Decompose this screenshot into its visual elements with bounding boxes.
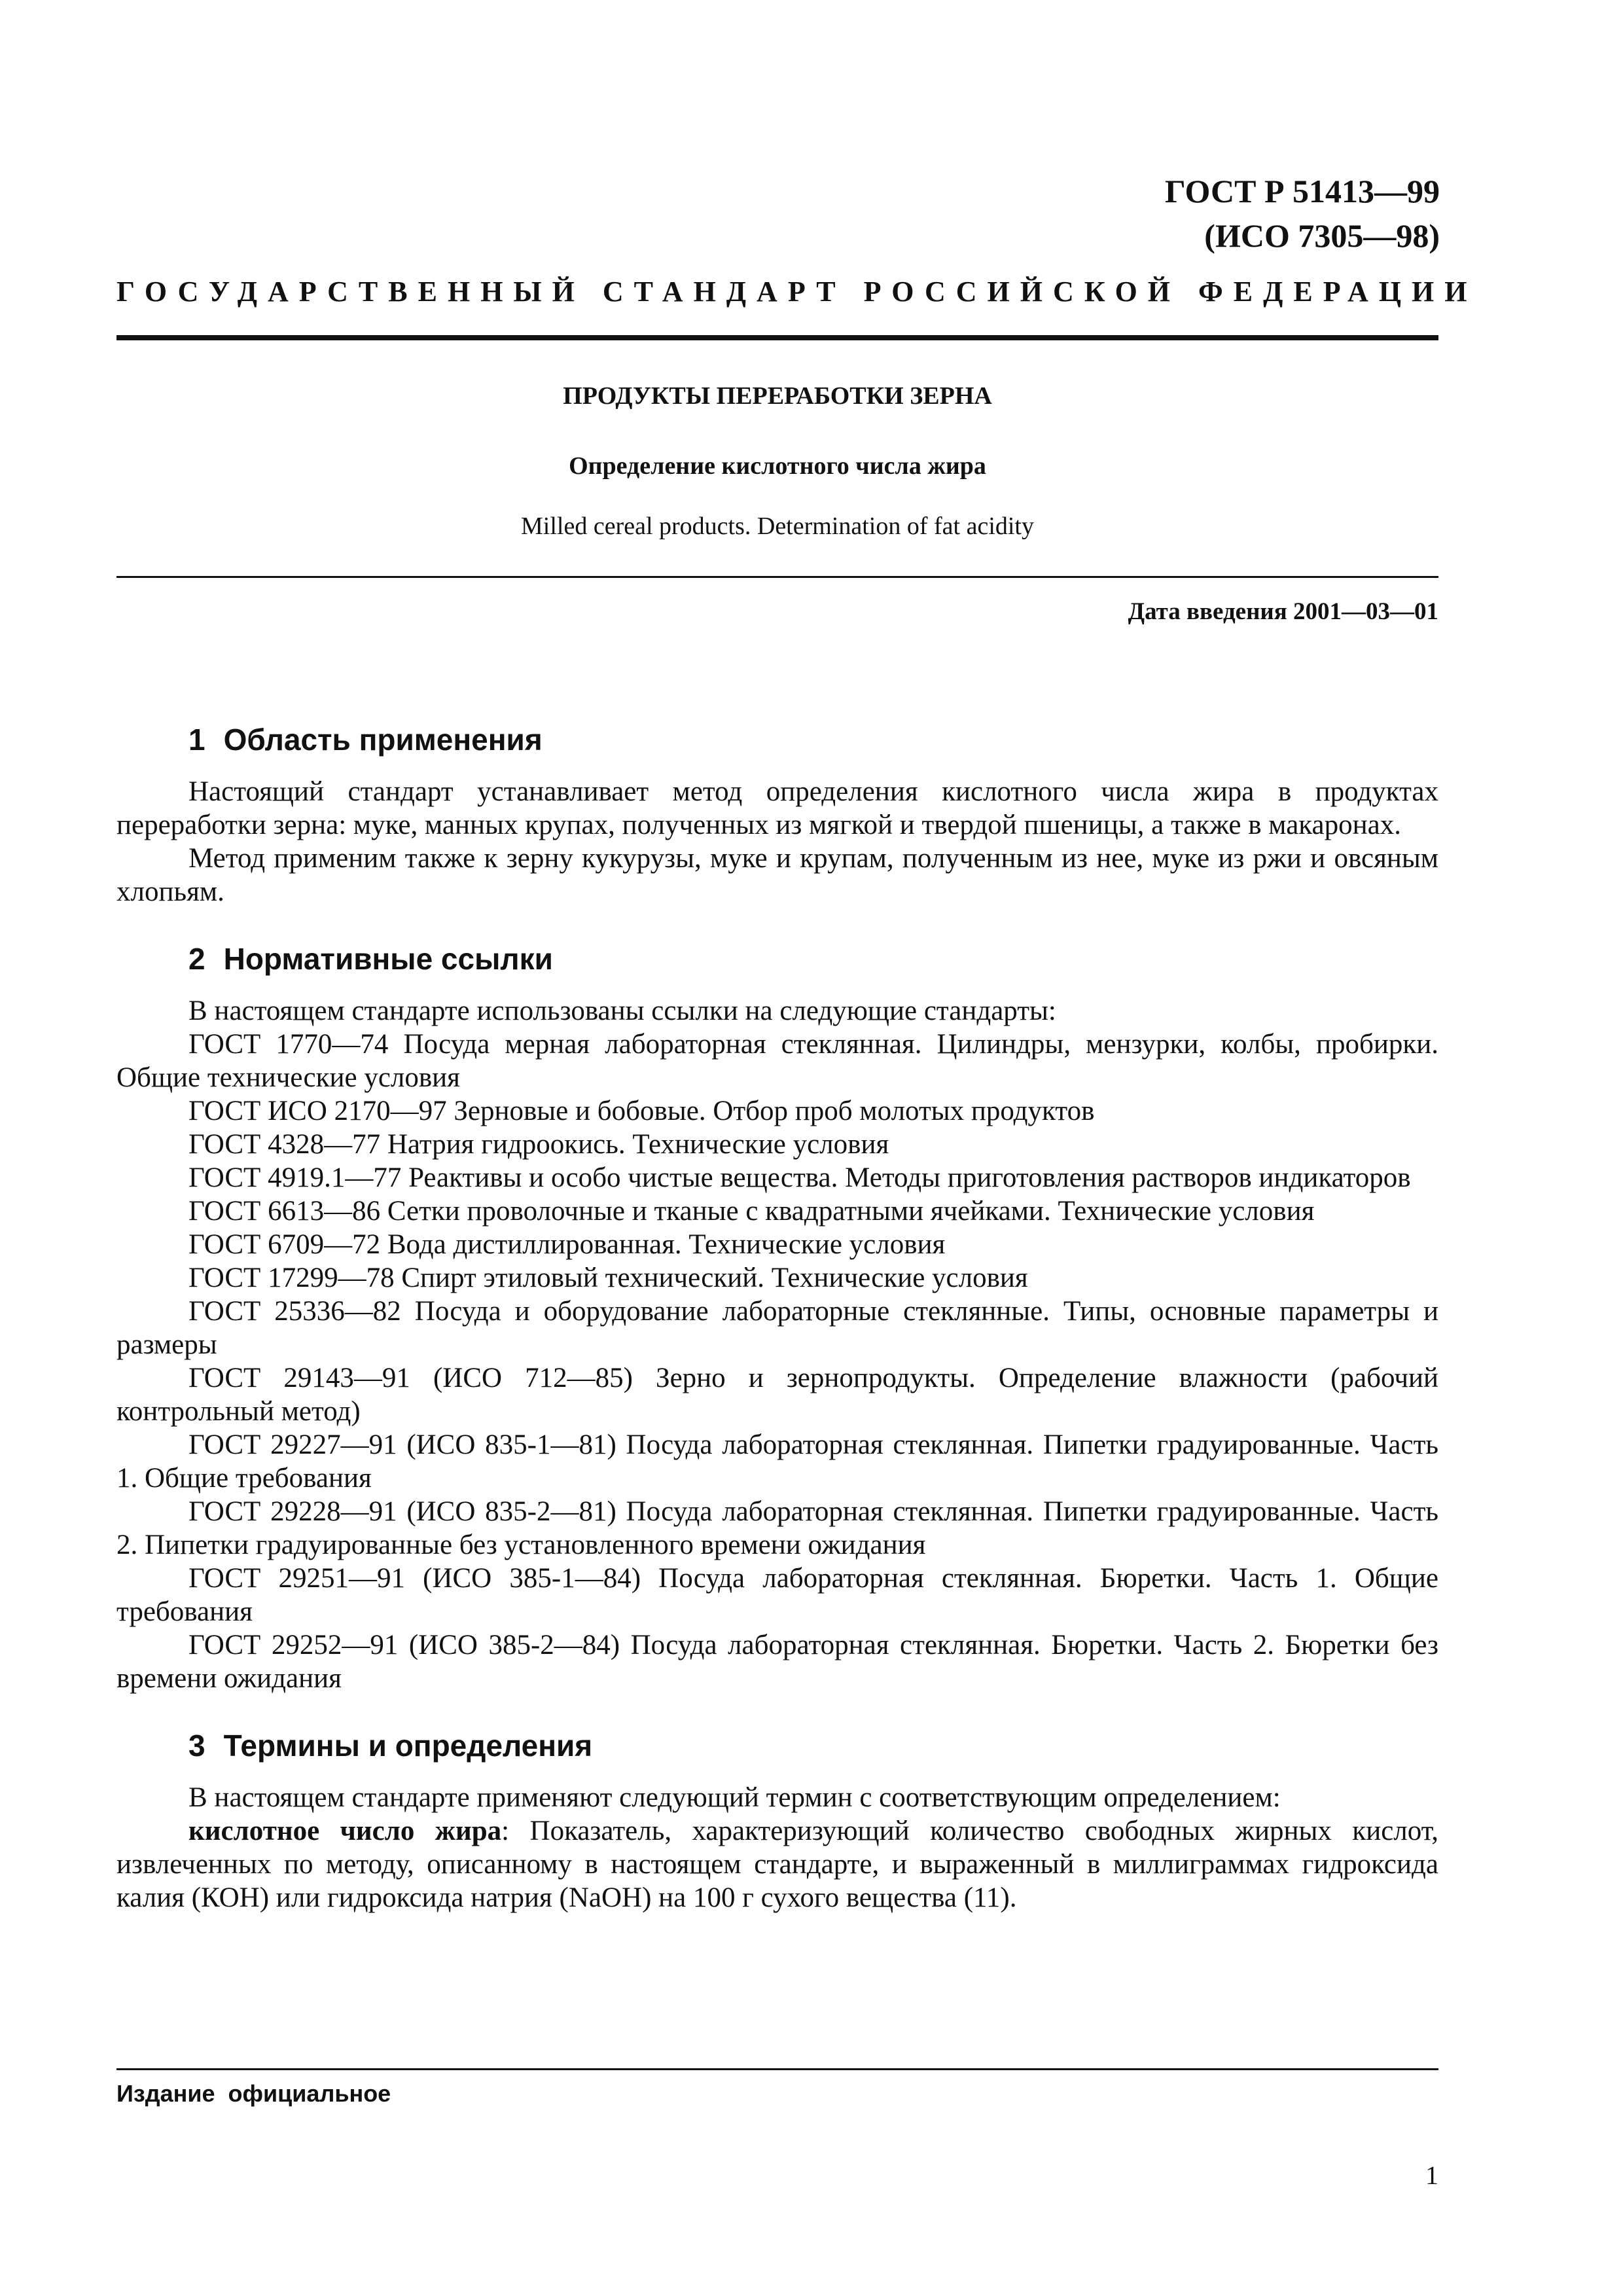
reference-item: ГОСТ 17299—78 Спирт этиловый технический. Технические условия: [188, 1263, 1028, 1293]
reference-item: ГОСТ 4919.1—77 Реактивы и особо чистые вещества. Методы приготовления растворов индикаторов: [188, 1162, 1411, 1193]
standard-code: ГОСТ Р 51413—99: [1164, 173, 1440, 209]
document-codes: [1165, 169, 1440, 258]
reference-item: ГОСТ 25336—82 Посуда и оборудование лабораторные стеклянные. Типы, основные параметры и размеры: [116, 1296, 1438, 1360]
spacer: [116, 908, 1438, 942]
paragraph: В настоящем стандарте применяют следующий термин с соответствующим определением:: [188, 1782, 1281, 1813]
reference-item: ГОСТ 6613—86 Сетки проволочные и тканые с квадратными ячейками. Технические условия: [188, 1196, 1315, 1227]
term: кислотное число жира: [188, 1816, 502, 1846]
document-body: [116, 723, 1438, 1914]
reference-item: ГОСТ 1770—74 Посуда мерная лабораторная стеклянная. Цилиндры, мензурки, колбы, пробирки. Общие технические условия: [116, 1029, 1438, 1093]
reference-item: ГОСТ 29251—91 (ИСО 385-1—84) Посуда лабораторная стеклянная. Бюретки. Часть 1. Общие требования: [116, 1563, 1438, 1627]
page-number: 1: [1425, 2161, 1438, 2190]
official-edition-label: Издание официальное: [116, 2080, 391, 2107]
reference-item: ГОСТ 29252—91 (ИСО 385-2—84) Посуда лабораторная стеклянная. Бюретки. Часть 2. Бюретки без времени ожидания: [116, 1630, 1438, 1694]
term-definition: [116, 1814, 1438, 1914]
reference-item: ГОСТ 29227—91 (ИСО 835-1—81) Посуда лабораторная стеклянная. Пипетки градуированные. Часть 1. Общие требования: [116, 1429, 1438, 1494]
state-standard-heading: ГОСУДАРСТВЕННЫЙ СТАНДАРТ РОССИЙСКОЙ ФЕДЕРАЦИИ: [116, 276, 1478, 308]
document-title: ПРОДУКТЫ ПЕРЕРАБОТКИ ЗЕРНА: [563, 382, 992, 410]
footer-rule: [116, 2068, 1438, 2070]
document-subtitle: Определение кислотного числа жира: [569, 452, 986, 480]
paragraph: Настоящий стандарт устанавливает метод определения кислотного числа жира в продуктах переработки зерна: муке, манных крупах, полученных из мягкой и твердой пшеницы, а также в макаронах.: [116, 776, 1438, 840]
reference-item: ГОСТ 4328—77 Натрия гидроокись. Технические условия: [188, 1129, 889, 1160]
reference-item: ГОСТ 29143—91 (ИСО 712—85) Зерно и зернопродукты. Определение влажности (рабочий контрольный метод): [116, 1363, 1438, 1427]
spacer: [116, 1695, 1438, 1729]
english-title: Milled cereal products. Determination of fat acidity: [521, 512, 1034, 540]
paragraph: В настоящем стандарте использованы ссылки на следующие стандарты:: [188, 996, 1056, 1026]
reference-item: ГОСТ ИСО 2170—97 Зерновые и бобовые. Отбор проб молотых продуктов: [188, 1096, 1095, 1126]
reference-item: ГОСТ 29228—91 (ИСО 835-2—81) Посуда лабораторная стеклянная. Пипетки градуированные. Часть 2. Пипетки градуированные без установленного времени ожидания: [116, 1496, 1438, 1560]
introduction-date: Дата введения 2001—03—01: [1128, 598, 1438, 625]
section-heading-references: 2 Нормативные ссылки: [188, 942, 553, 976]
iso-code: (ИСО 7305—98): [1204, 217, 1440, 254]
title-rule: [116, 576, 1438, 578]
paragraph: Метод применим также к зерну кукурузы, муке и крупам, полученным из нее, муке из ржи и овсяным хлопьям.: [116, 843, 1438, 907]
header-rule: [116, 335, 1438, 340]
reference-item: ГОСТ 6709—72 Вода дистиллированная. Технические условия: [188, 1229, 946, 1260]
section-heading-terms: 3 Термины и определения: [188, 1729, 593, 1763]
definition: : Показатель, характеризующий количество свободных жирных кислот, извлеченных по методу, описанному в настоящем стандарте, и выраженный в миллиграммах гидроксида калия (КОН) или гидроксида натрия (NaOH) на 100 г сухого вещества (11).: [116, 1816, 1438, 1913]
section-heading-scope: 1 Область применения: [188, 723, 543, 757]
